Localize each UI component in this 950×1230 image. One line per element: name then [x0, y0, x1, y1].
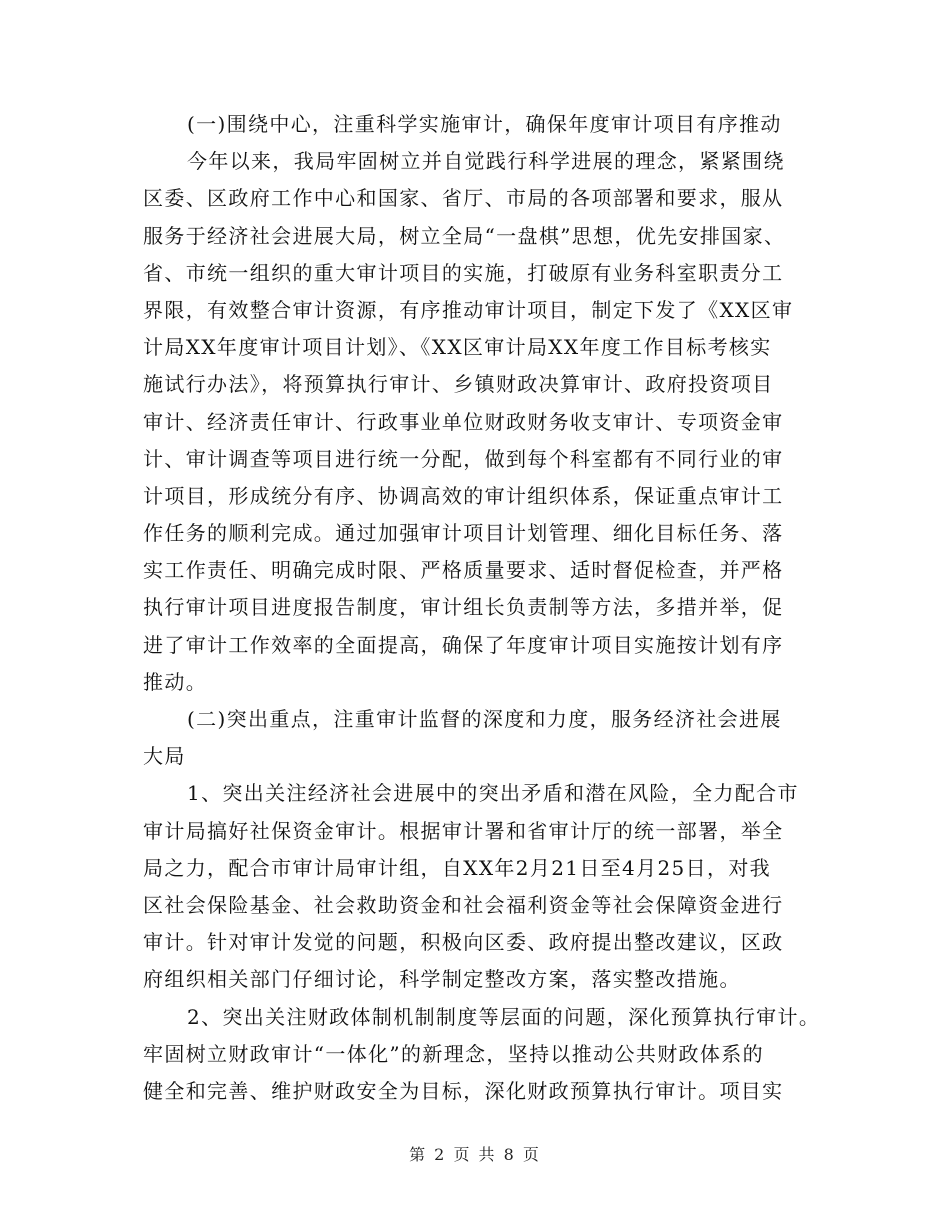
text-line: 健全和完善、维护财政安全为目标，深化财政预算执行审计。项目实: [143, 1078, 784, 1103]
document-body: [143, 106, 823, 1110]
text-line: 府组织相关部门仔细讨论，科学制定整改方案，落实整改措施。: [143, 967, 741, 992]
text-line: 进了审计工作效率的全面提高，确保了年度审计项目实施按计划有序: [143, 632, 784, 657]
text-line: 计局XX年度审计项目计划》、《XX区审计局XX年度工作目标考核实: [143, 335, 772, 360]
text-line: 今年以来，我局牢固树立并自觉践行科学进展的理念，紧紧围绕: [187, 149, 785, 174]
text-line: 大局: [143, 744, 186, 769]
text-line: 推动。: [143, 669, 208, 694]
text-line: 区委、区政府工作中心和国家、省厅、市局的各项部署和要求，服从: [143, 186, 784, 211]
page-number-footer: 第 2 页 共 8 页: [409, 1145, 541, 1164]
text-line: 2、突出关注财政体制机制制度等层面的问题，深化预算执行审计。: [187, 1004, 821, 1029]
text-line: 实工作责任、明确完成时限、严格质量要求、适时督促检查，并严格: [143, 558, 784, 583]
text-line: 区社会保险基金、社会救助资金和社会福利资金等社会保障资金进行: [143, 892, 784, 917]
text-line: 界限，有效整合审计资源，有序推动审计项目，制定下发了《XX区审: [143, 297, 794, 322]
text-line: 审计。针对审计发觉的问题，积极向区委、政府提出整改建议，区政: [143, 930, 784, 955]
text-line: 牢固树立财政审计“一体化”的新理念，坚持以推动公共财政体系的: [143, 1041, 764, 1066]
text-line: 省、市统一组织的重大审计项目的实施，打破原有业务科室职责分工: [143, 260, 784, 285]
text-line: 1、突出关注经济社会进展中的突出矛盾和潜在风险，全力配合市: [187, 781, 799, 806]
text-line: 审计、经济责任审计、行政事业单位财政财务收支审计、专项资金审: [143, 409, 784, 434]
text-line: 局之力，配合市审计局审计组，自XX年2月21日至4月25日，对我: [143, 855, 772, 880]
text-line: (一)围绕中心，注重科学实施审计，确保年度审计项目有序推动: [187, 112, 782, 136]
text-line: 审计局搞好社保资金审计。根据审计署和省审计厅的统一部署，举全: [143, 818, 784, 843]
text-line: 服务于经济社会进展大局，树立全局“一盘棋”思想，优先安排国家、: [143, 223, 786, 248]
text-line: 计、审计调查等项目进行统一分配，做到每个科室都有不同行业的审: [143, 446, 784, 471]
text-line: 施试行办法》，将预算执行审计、乡镇财政决算审计、政府投资项目: [143, 372, 774, 397]
text-line: 作任务的顺利完成。通过加强审计项目计划管理、细化目标任务、落: [143, 521, 784, 546]
text-line: (二)突出重点，注重审计监督的深度和力度，服务经济社会进展: [187, 707, 782, 731]
text-line: 计项目，形成统分有序、协调高效的审计组织体系，保证重点审计工: [143, 483, 784, 508]
text-line: 执行审计项目进度报告制度，审计组长负责制等方法，多措并举，促: [143, 595, 784, 620]
